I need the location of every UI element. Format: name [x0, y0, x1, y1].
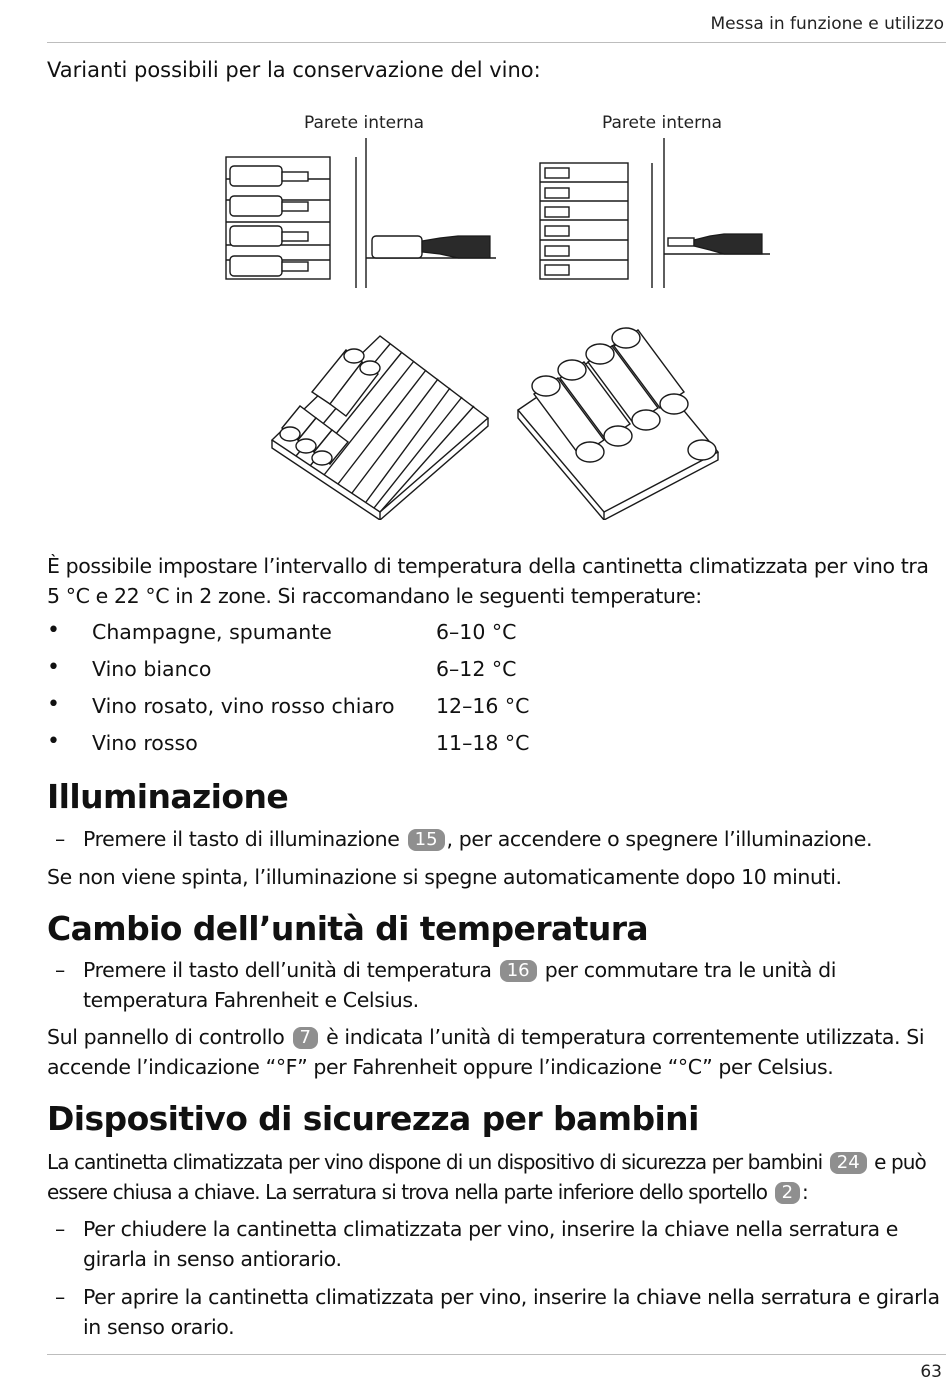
- footer-rule: [47, 1354, 946, 1355]
- illuminazione-note: Se non viene spinta, l’illuminazione si spegne automaticamente dopo 10 minuti.: [47, 865, 842, 889]
- temperature-range: 12–16 °C: [436, 694, 530, 718]
- note-text: Sul pannello di controllo: [47, 1025, 285, 1049]
- step-text: , per accendere o spegnere l’illuminazione.: [446, 827, 873, 851]
- temperature-range: 11–18 °C: [436, 731, 530, 755]
- component-badge: 15: [408, 829, 445, 851]
- dash-glyph: –: [55, 1217, 65, 1241]
- section-header: Messa in funzione e utilizzo: [710, 14, 944, 34]
- bullet-glyph: •: [47, 692, 60, 717]
- heading-illuminazione: Illuminazione: [47, 777, 289, 816]
- component-badge: 7: [293, 1027, 318, 1049]
- bullet-glyph: •: [47, 618, 60, 643]
- intro-text: La cantinetta climatizzata per vino dispone di un dispositivo di sicurezza per bambini: [47, 1150, 823, 1174]
- note-text: è indicata l’unità di temperatura correntemente utilizzata. Si accende l’indicazione “°F” per Fahrenheit oppure l’indicazione “°C” per Celsius.: [47, 1025, 925, 1079]
- diagram-label-left: Parete interna: [304, 113, 425, 133]
- stacked-bottles-side-view-right: [540, 138, 770, 288]
- temperature-range-paragraph: È possibile impostare l’intervallo di temperatura della cantinetta climatizzata per vino tra 5 °C e 22 °C in 2 zone. Si raccomandano le seguenti temperature:: [47, 554, 929, 608]
- sicurezza-intro: [47, 1147, 942, 1207]
- bullet-glyph: •: [47, 729, 60, 754]
- step-text: Premere il tasto di illuminazione: [83, 827, 400, 851]
- dash-glyph: –: [55, 958, 65, 982]
- page-number: 63: [920, 1362, 942, 1382]
- component-badge: 24: [830, 1152, 867, 1174]
- unita-note: [47, 1022, 942, 1082]
- temperature-range: 6–12 °C: [436, 657, 517, 681]
- step-illuminazione: [47, 824, 942, 854]
- heading-cambio-unita: Cambio dell’unità di temperatura: [47, 909, 649, 948]
- temperature-range: 6–10 °C: [436, 620, 517, 644]
- step-text: Premere il tasto dell’unità di temperatura: [83, 958, 492, 982]
- wine-type: Vino rosso: [92, 731, 198, 755]
- step-text: per commutare tra le unità di temperatura Fahrenheit e Celsius.: [83, 958, 837, 1012]
- step-cambio-unita: [47, 955, 942, 1015]
- wine-shelf-isometric-right: [518, 328, 718, 520]
- wine-shelf-isometric-left: [272, 336, 488, 520]
- component-badge: 2: [775, 1182, 800, 1204]
- step-text: Per chiudere la cantinetta climatizzata per vino, inserire la chiave nella serratura e girarla in senso antiorario.: [83, 1217, 898, 1271]
- stacked-bottles-side-view-left: [226, 138, 496, 288]
- dash-glyph: –: [55, 827, 65, 851]
- wine-type: Vino rosato, vino rosso chiaro: [92, 694, 395, 718]
- intro-text: :: [802, 1180, 808, 1204]
- step-aprire: [47, 1282, 942, 1342]
- intro-text: e può essere chiusa a chiave. La serratura si trova nella parte inferiore dello sportello: [47, 1150, 926, 1204]
- step-text: Per aprire la cantinetta climatizzata per vino, inserire la chiave nella serratura e girarla in senso orario.: [83, 1285, 940, 1339]
- wine-type: Vino bianco: [92, 657, 212, 681]
- step-chiudere: [47, 1214, 942, 1274]
- component-badge: 16: [500, 960, 537, 982]
- heading-sicurezza-bambini: Dispositivo di sicurezza per bambini: [47, 1099, 699, 1138]
- diagram-label-right: Parete interna: [602, 113, 723, 133]
- intro-text: Varianti possibili per la conservazione del vino:: [47, 58, 541, 82]
- wine-type: Champagne, spumante: [92, 620, 332, 644]
- wine-storage-illustration: [0, 0, 950, 520]
- dash-glyph: –: [55, 1285, 65, 1309]
- bullet-glyph: •: [47, 655, 60, 680]
